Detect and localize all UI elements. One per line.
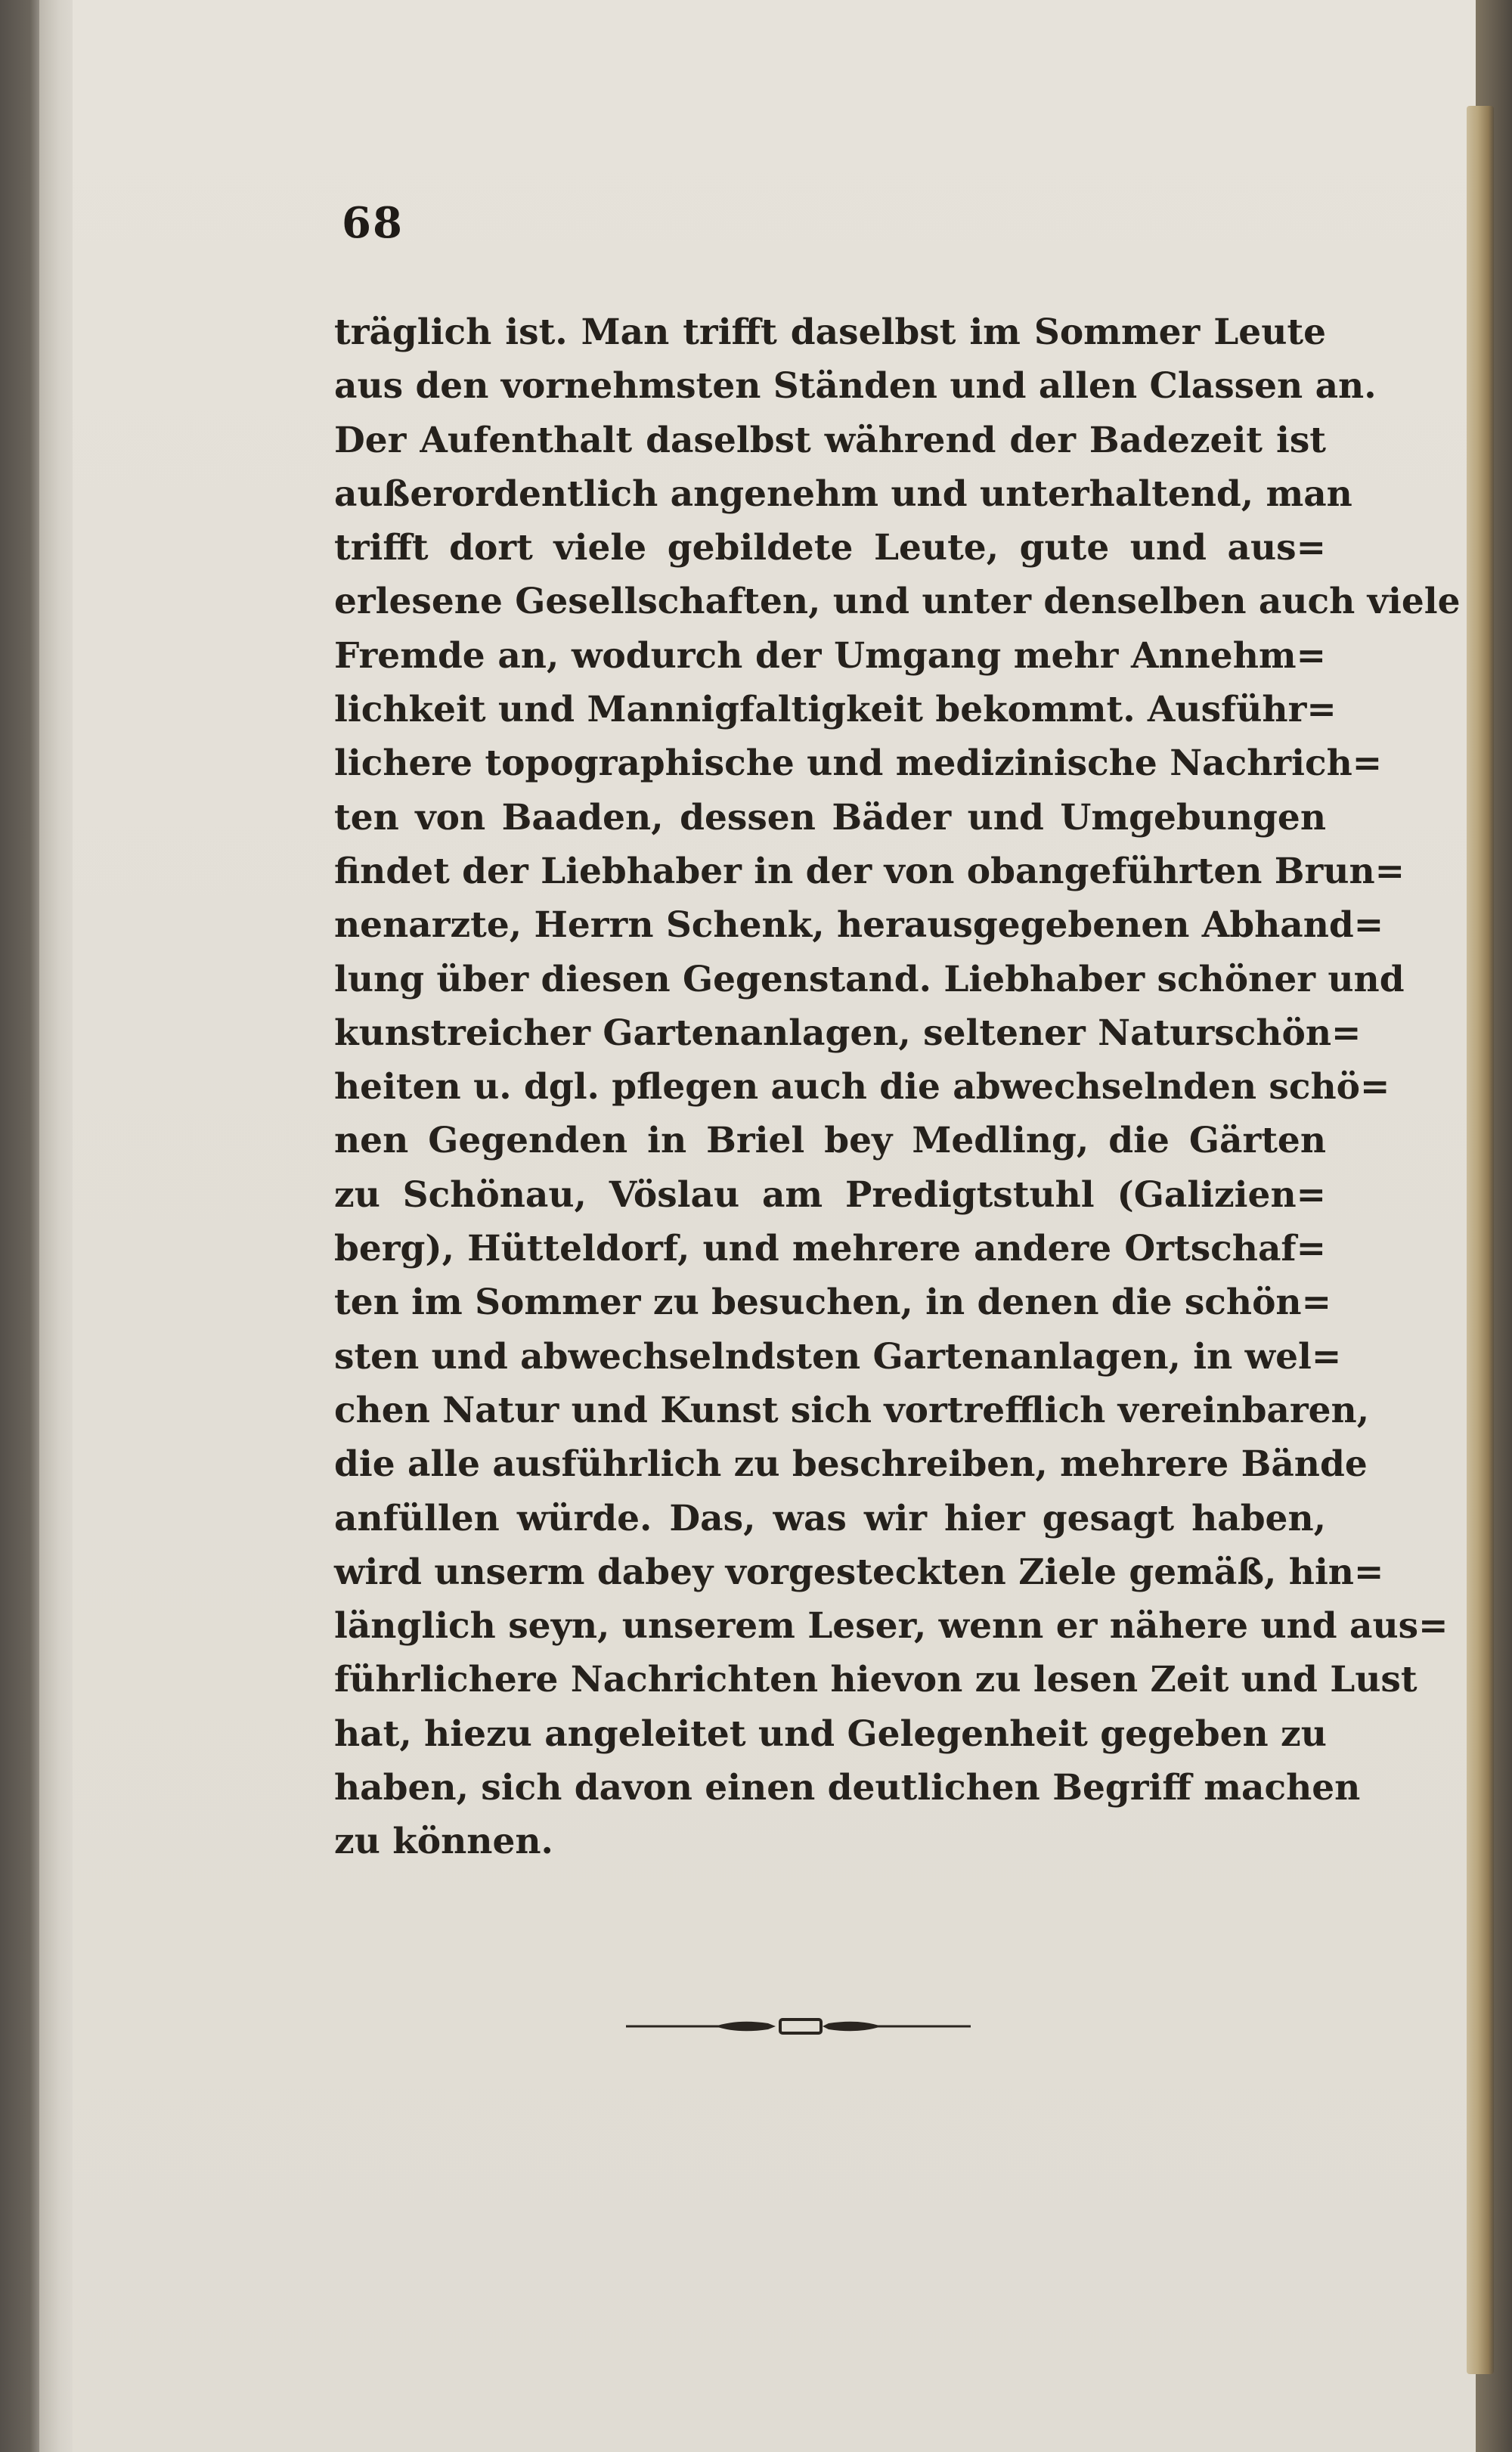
text-line: träglich ist. Man trifft daselbst im Sommer Leute (334, 312, 1326, 353)
text-line: findet der Liebhaber in der von obangeführten Brun= (334, 850, 1405, 892)
text-line: aus den vornehmsten Ständen und allen Classen an. (334, 365, 1377, 408)
text-line: sten und abwechselndsten Gartenanlagen, in wel= (334, 1335, 1342, 1378)
text-line: lichkeit und Mannigfaltigkeit bekommt. Ausführ= (334, 689, 1337, 731)
text-line: wird unserm dabey vorgesteckten Ziele gemäß, hin= (334, 1551, 1384, 1593)
text-line: kunstreicher Gartenanlagen, seltener Naturschön= (334, 1012, 1362, 1054)
text-line: lung über diesen Gegenstand. Liebhaber schöner und (334, 958, 1405, 1000)
text-line: zu können. (334, 1821, 553, 1863)
text-line: ten im Sommer zu besuchen, in denen die schön= (334, 1282, 1331, 1324)
text-line: außerordentlich angenehm und unterhaltend, man (334, 473, 1352, 515)
text-line: haben, sich davon einen deutlichen Begriff machen (334, 1767, 1361, 1809)
body-text (334, 305, 1461, 1869)
text-line: ten von Baaden, dessen Bäder und Umgebungen (334, 796, 1326, 839)
text-line: führlichere Nachrichten hievon zu lesen Zeit und Lust (334, 1659, 1418, 1701)
stacked-page-edge-right (1467, 106, 1494, 2374)
text-line: trifft dort viele gebildete Leute, gute und aus= (334, 527, 1326, 569)
text-line: nenarzte, Herrn Schenk, herausgegebenen Abhand= (334, 904, 1384, 947)
ornament-divider-icon (624, 2011, 972, 2041)
text-line: heiten u. dgl. pflegen auch die abwechselnden schö= (334, 1066, 1390, 1108)
text-line: nen Gegenden in Briel bey Medling, die Gärten (334, 1120, 1326, 1162)
text-line: lichere topographische und medizinische Nachrich= (334, 742, 1383, 785)
text-line: anfüllen würde. Das, was wir hier gesagt haben, (334, 1497, 1326, 1539)
text-line: hat, hiezu angeleitet und Gelegenheit gegeben zu (334, 1713, 1327, 1755)
text-line: berg), Hütteldorf, und mehrere andere Ortschaf= (334, 1228, 1326, 1270)
stacked-page-edge-left (39, 0, 74, 2452)
text-line: Fremde an, wodurch der Umgang mehr Annehm= (334, 634, 1326, 677)
text-line: chen Natur und Kunst sich vortrefflich vereinbaren, (334, 1389, 1370, 1431)
page-number: 68 (342, 198, 404, 248)
text-line: Der Aufenthalt daselbst während der Badezeit ist (334, 419, 1326, 461)
text-line: zu Schönau, Vöslau am Predigtstuhl (Galizien= (334, 1173, 1326, 1216)
text-line: erlesene Gesellschaften, und unter denselben auch viele (334, 581, 1461, 623)
text-line: die alle ausführlich zu beschreiben, mehrere Bände (334, 1443, 1368, 1486)
text-line: länglich seyn, unserem Leser, wenn er nähere und aus= (334, 1605, 1448, 1648)
